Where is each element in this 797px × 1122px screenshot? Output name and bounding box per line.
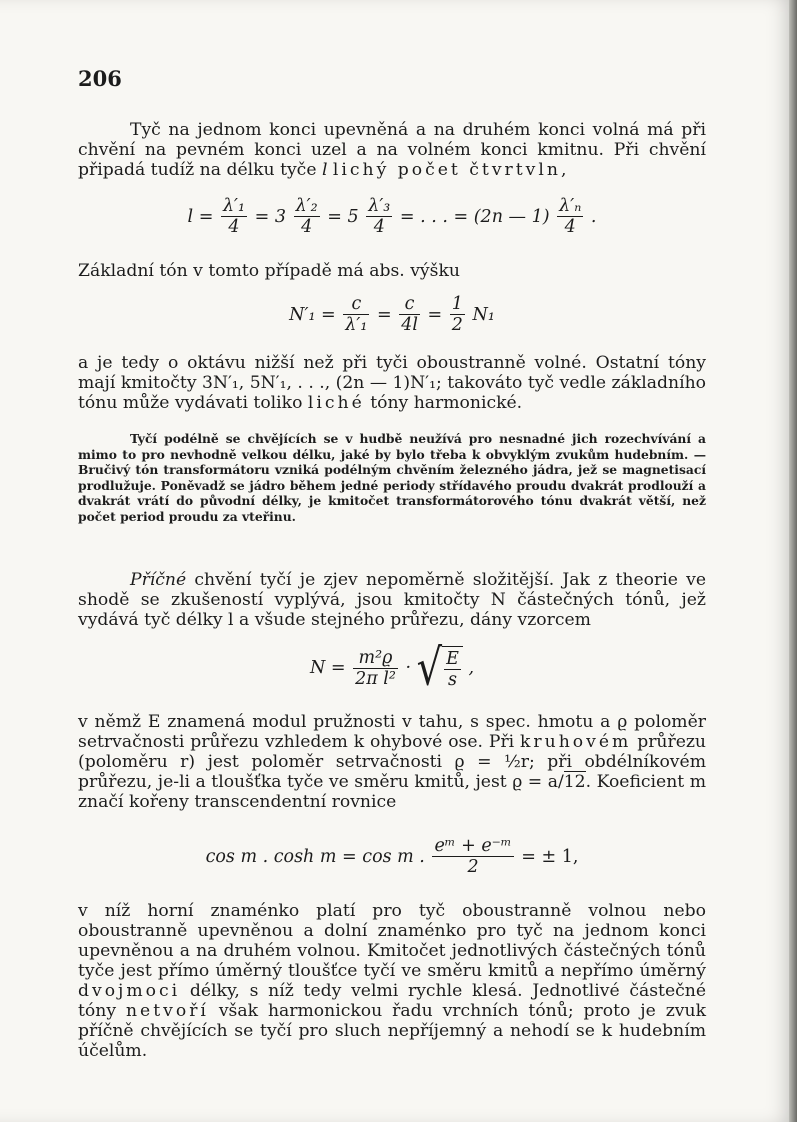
f2-rhs: N₁ — [472, 304, 495, 325]
f3-eq: = — [330, 658, 346, 678]
f1-frac-3 — [366, 196, 392, 237]
p4-italic: Příčné — [130, 570, 187, 590]
p1-lead: Tyč na jednom konci upevněná a na druhém konci volná má při chvění na pevném konci uzel a na volném konci kmitnu. Při chvění připadá tudíž na délku tyče — [78, 120, 706, 180]
p5-sqrt12: 12 — [563, 772, 586, 792]
p6-spaced-1: dvojmoci — [78, 981, 181, 1001]
formula-1 — [78, 196, 706, 237]
footnote-block — [78, 431, 706, 524]
f1-eq3: = — [327, 206, 342, 227]
f1-num-c: λ′₃ — [368, 196, 391, 216]
f3-frac — [353, 648, 398, 689]
f2-frac-2 — [399, 294, 420, 335]
page-edge — [789, 0, 797, 1122]
f3-sqrt — [416, 639, 463, 697]
p6-b: délky, s níž tedy velmi rychle klesá. Jednotlivé částečné tóny — [78, 981, 706, 1021]
f2-eq3: = — [427, 304, 443, 325]
p3-spaced: liché — [307, 393, 365, 413]
p6-spaced-2: netvoří — [125, 1001, 209, 1021]
note-text: Tyčí podélně se chvějících se v hudbě neužívá pro nesnadné jich rozechvívání a mimo to pro nevhodně velkou délku, jaké by bylo třeba k obvyklým zvukům hudebním. — Bručivý tón transformátoru vzniká podélným chvěním železného jádra, jež se magnetisací prodlužuje. Poněvadž se jádro během jedné periody střídavého proudu dvakrát prodlouží a dvakrát vrátí do původní délky, je kmitočet transformátorového tónu dvakrát větší, než počet period proudu za vteřinu. — [78, 431, 706, 524]
f3-s: s — [448, 670, 457, 690]
f1-num-b: λ′₂ — [295, 196, 318, 216]
p5-a: v němž E znamená modul pružnosti v tahu, s spec. hmotu a ϱ poloměr setrvačnosti průřezu vzhledem k ohybové ose. Při — [78, 712, 706, 752]
f1-den-c: 4 — [373, 217, 385, 237]
f2-eq1: = — [321, 304, 336, 325]
f4-rhs: = ± 1, — [521, 846, 579, 867]
p5-spaced: kruhovém — [520, 732, 632, 752]
paragraph-1 — [78, 120, 706, 180]
f1-den-a: 4 — [228, 217, 240, 237]
p4-rest: chvění tyčí je zjev nepoměrně složitější. Jak z theorie ve shodě se zkušeností vyplývá, jsou kmitočty N částečných tónů, jež vydává tyč délky l a všude stejného průřezu, dány vzorcem — [78, 570, 706, 630]
f1-den-n: 4 — [564, 217, 576, 237]
p5-b: průřezu (poloměru r) jest poloměr setrvačnosti ϱ = ½r; při obdélníkovém průřezu, je-li a tloušťka tyče ve směru kmitů, jest ϱ = a/ — [78, 732, 706, 792]
f3-end: , — [468, 658, 475, 678]
f2-lhs: N′₁ — [289, 304, 316, 325]
f1-frac-n — [557, 196, 583, 237]
f2-den-2: 4l — [401, 315, 418, 335]
f2-eq2: = — [376, 304, 392, 325]
paragraph-6 — [78, 901, 706, 1061]
p3-a: a je tedy o oktávu nižší než při tyči oboustranně volné. Ostatní tóny mají kmitočty 3N′₁, 5N′₁, . . ., (2n — 1)N′₁; takováto tyč vedle základního tónu může vydávati toliko — [78, 353, 706, 413]
f2-frac-3 — [450, 294, 465, 335]
f1-den-b: 4 — [301, 217, 313, 237]
f1-num-n: λ′ₙ — [559, 196, 582, 216]
f3-num: m²ϱ — [353, 648, 398, 669]
f1-coef-b: 3 — [274, 206, 287, 227]
p6-a: v níž horní znaménko platí pro tyč oboustranně volnou nebo oboustranně upevněnou a dolní znaménko pro tyč na jednom konci upevněnou a na druhém volnou. Kmitočet jednotlivých částečných tónů tyče jest přímo úměrný tloušťce tyčí ve směru kmitů a nepřímo úměrný — [78, 901, 706, 981]
f4-num: eᵐ + e⁻ᵐ — [434, 836, 512, 856]
f2-den-3: 2 — [451, 315, 463, 335]
formula-4 — [78, 836, 706, 877]
f3-den: 2π l² — [355, 668, 396, 689]
page-number: 206 — [78, 66, 122, 91]
f3-E: E — [446, 649, 459, 669]
f2-frac-1 — [343, 294, 369, 335]
p1-var-l: l — [321, 160, 328, 180]
p5-c: . Koeficient m značí kořeny transcendentní rovnice — [78, 772, 706, 812]
f1-num-a: λ′₁ — [222, 196, 246, 216]
formula-2 — [78, 294, 706, 335]
p2-text: Základní tón v tomto případě má abs. výšku — [78, 261, 460, 281]
p1-spaced: lichý počet čtvrtvln, — [332, 160, 570, 180]
f1-lhs: l — [187, 206, 194, 227]
f2-num-3: 1 — [451, 294, 463, 314]
p3-b: tóny harmonické. — [364, 393, 523, 413]
f1-end: . — [590, 206, 597, 227]
f3-frac-es — [444, 649, 461, 690]
formula-3 — [78, 639, 706, 697]
f2-den-1: λ′₁ — [345, 315, 368, 335]
f1-eq1: = — [198, 206, 214, 227]
f1-eq2: = — [254, 206, 270, 227]
f1-dots: = . . . = (2n — 1) — [399, 206, 550, 227]
p6-c: však harmonickou řadu vrchních tónů; proto je zvuk příčně chvějících se tyčí pro sluch nepříjemný a nehodí se k hudebním účelům. — [78, 1001, 707, 1061]
f2-num-2: c — [399, 294, 420, 315]
paragraph-5 — [78, 712, 706, 812]
paragraph-2 — [78, 261, 706, 281]
f3-dot: · — [405, 658, 412, 678]
sqrt-sign: √ — [416, 639, 443, 697]
f1-coef-c: 5 — [347, 206, 359, 227]
f1-frac-2 — [294, 196, 320, 237]
paragraph-4 — [78, 570, 706, 630]
f2-num-1: c — [343, 294, 369, 315]
f4-den: 2 — [467, 857, 479, 877]
f1-frac-1 — [221, 196, 247, 237]
f4-frac — [432, 836, 513, 877]
f4-lhs: cos m . cosh m = cos m . — [205, 846, 425, 867]
paragraph-3 — [78, 353, 706, 413]
f3-lhs: N — [309, 658, 326, 678]
